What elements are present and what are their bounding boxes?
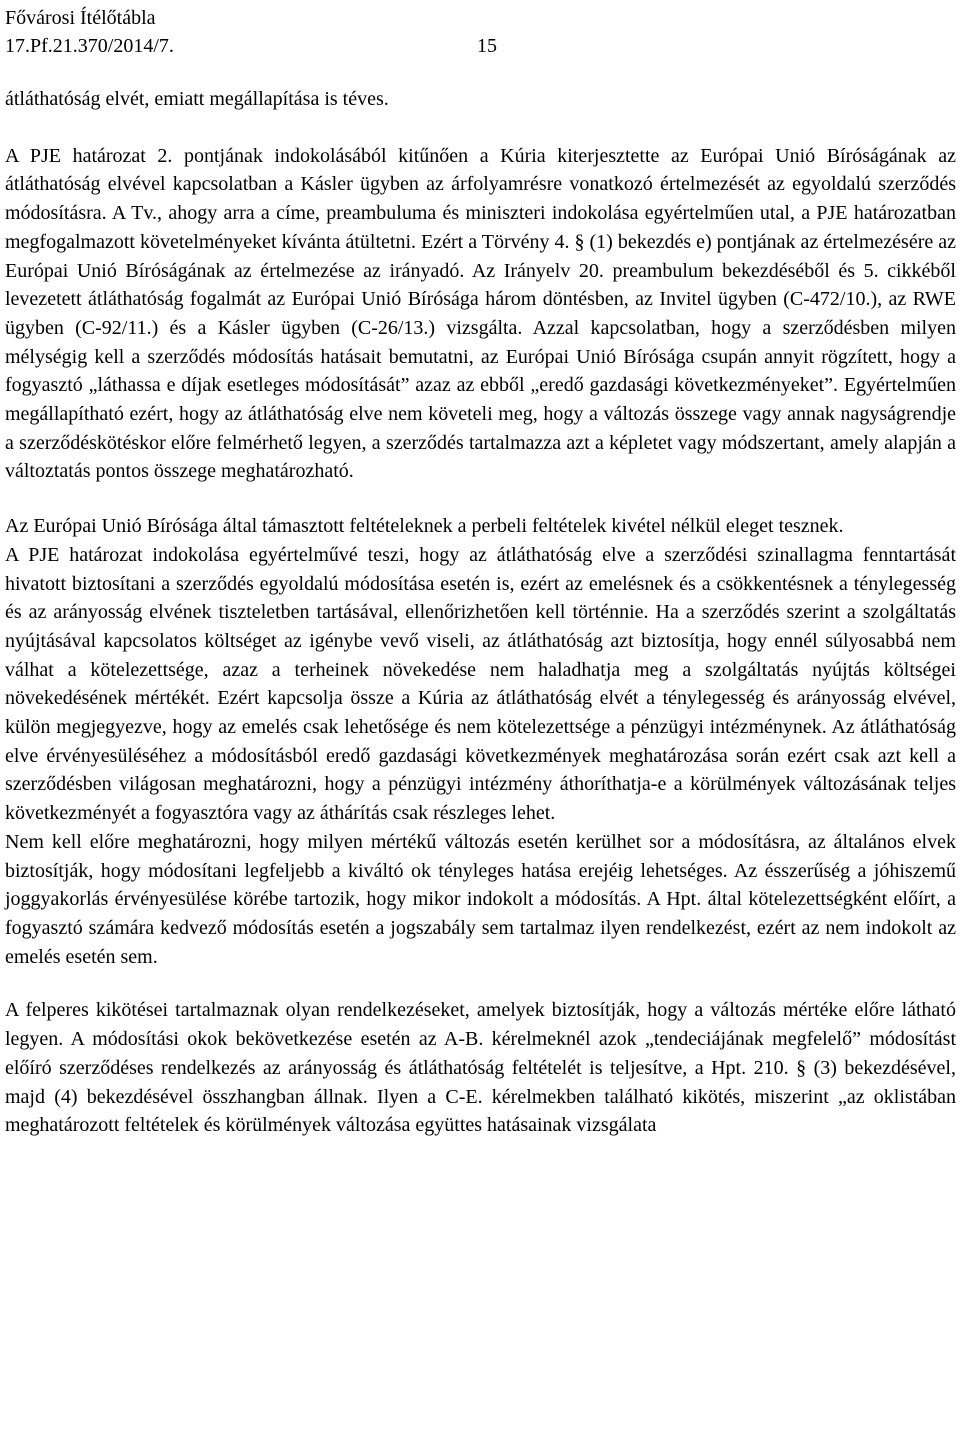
document-page bbox=[5, 0, 956, 1140]
page-header bbox=[5, 5, 956, 61]
paragraph-continuation: átláthatóság elvét, emiatt megállapítása is téves. bbox=[5, 88, 389, 110]
case-number: 17.Pf.21.370/2014/7. bbox=[5, 35, 174, 57]
document-body bbox=[5, 85, 956, 1140]
paragraph-plaintiff-clauses: A felperes kikötései tartalmaznak olyan rendelkezéseket, amelyek biztosítják, hogy a változás mértéke előre látható legyen. A módosítási okok bekövetkezése esetén az A-B. kérelmeknél azok „tendeciájának megfelelő” módosítást előíró szerződéses rendelkezés az arányosság és átláthatóság feltételét is teljesítve, a Hpt. 210. § (3) bekezdésével, majd (4) bekezdésével összhangban állnak. Ilyen a C-E. kérelmekben található kikötés, miszerint „az oklistában meghatározott feltételek és körülmények változása együttes hatásainak vizsgálata bbox=[5, 999, 956, 1137]
paragraph-eu-court-conditions: Az Európai Unió Bírósága által támasztott feltételeknek a perbeli feltételek kivétel nélkül eleget tesznek. bbox=[5, 515, 844, 538]
paragraph-transparency-principle: A PJE határozat indokolása egyértelművé teszi, hogy az átláthatóság elve a szerződési szinallagma fenntartását hivatott biztosítani a szerződés egyoldalú módosítása esetén is, ezért az emelésnek és a csökkentésnek a ténylegesség és az arányosság elvének tiszteletben tartásával, ellenőrizhetően kell történnie. Ha a szerződés szerint a szolgáltatás nyújtásával kapcsolatos költséget az igénybe vevő viseli, az átláthatóság azt biztosítja, hogy ennél súlyosabbá nem válhat a kötelezettsége, azaz a terheinek növekedése nem haladhatja meg a szolgáltatás nyújtás költségei növekedésének mértékét. Ezért kapcsolja össze a Kúria az átláthatóság elvét a ténylegesség és arányosság elvével, külön megjegyezve, hogy az emelés csak lehetősége és nem kötelezettsége a pénzügyi intézménynek. Az átláthatóság elve érvényesüléséhez a módosításból eredő gazdasági következmények meghatározása során ezért csak azt kell a szerződésben világosan meghatározni, hogy a pénzügyi intézmény áthoríthatja-e a körülmények változásának teljes következményét a fogyasztóra vagy az áthárítás csak részleges lehet. bbox=[5, 543, 956, 825]
header-reference-line bbox=[5, 31, 956, 61]
page-number: 15 bbox=[477, 35, 497, 57]
paragraph-no-predefined-extent: Nem kell előre meghatározni, hogy milyen mértékű változás esetén kerülhet sor a módosításra, az általános elvek biztosítják, hogy módosítani legfeljebb a kiváltó ok tényleges hatása erejéig lehetséges. Az ésszerűség a jóhiszemű joggyakorlás érvényesülése körébe tartozik, hogy mikor indokolt a módosítás. A Hpt. által kötelezettségként előírt, a fogyasztó számára kedvező módosítás esetén a jogszabály sem tartalmaz ilyen rendelkezést, ezért az nem indokolt az emelés esetén sem. bbox=[5, 830, 956, 968]
court-name: Fővárosi Ítélőtábla bbox=[5, 7, 156, 29]
paragraph-pje-point-2: A PJE határozat 2. pontjának indokolásából kitűnően a Kúria kiterjesztette az Európai Unió Bíróságának az átláthatóság elvével kapcsolatban a Kásler ügyben az árfolyamrésre vonatkozó értelmezését az egyoldalú szerződés módosításra. A Tv., ahogy arra a címe, preambuluma és miniszteri indokolása egyértelműen utal, a PJE határozatban megfogalmazott követelményeket kívánta átültetni. Ezért a Törvény 4. § (1) bekezdés e) pontjának az értelmezésére az Európai Unió Bíróságának az értelmezése az irányadó. Az Irányelv 20. preambulum bekezdéséből és 5. cikkéből levezetett átláthatóság fogalmát az Európai Unió Bírósága három döntésben, az Invitel ügyben (C-472/10.), az RWE ügyben (C-92/11.) és a Kásler ügyben (C-26/13.) vizsgálta. Azzal kapcsolatban, hogy a szerződésben milyen mélységig kell a szerződés módosítás hatásait bemutatni, az Európai Unió Bírósága csupán annyit rögzített, hogy a fogyasztó „láthassa e díjak esetleges módosítását” azaz az ebből „eredő gazdasági következményeket”. Egyértelműen megállapítható ezért, hogy az átláthatóság elve nem követeli meg, hogy a változás összege vagy annak nagyságrendje a szerződéskötéskor előre felmérhető legyen, a szerződés tartalmazza azt a képletet vagy módszertant, amely alapján a változtatás pontos összege meghatározható. bbox=[5, 144, 956, 483]
